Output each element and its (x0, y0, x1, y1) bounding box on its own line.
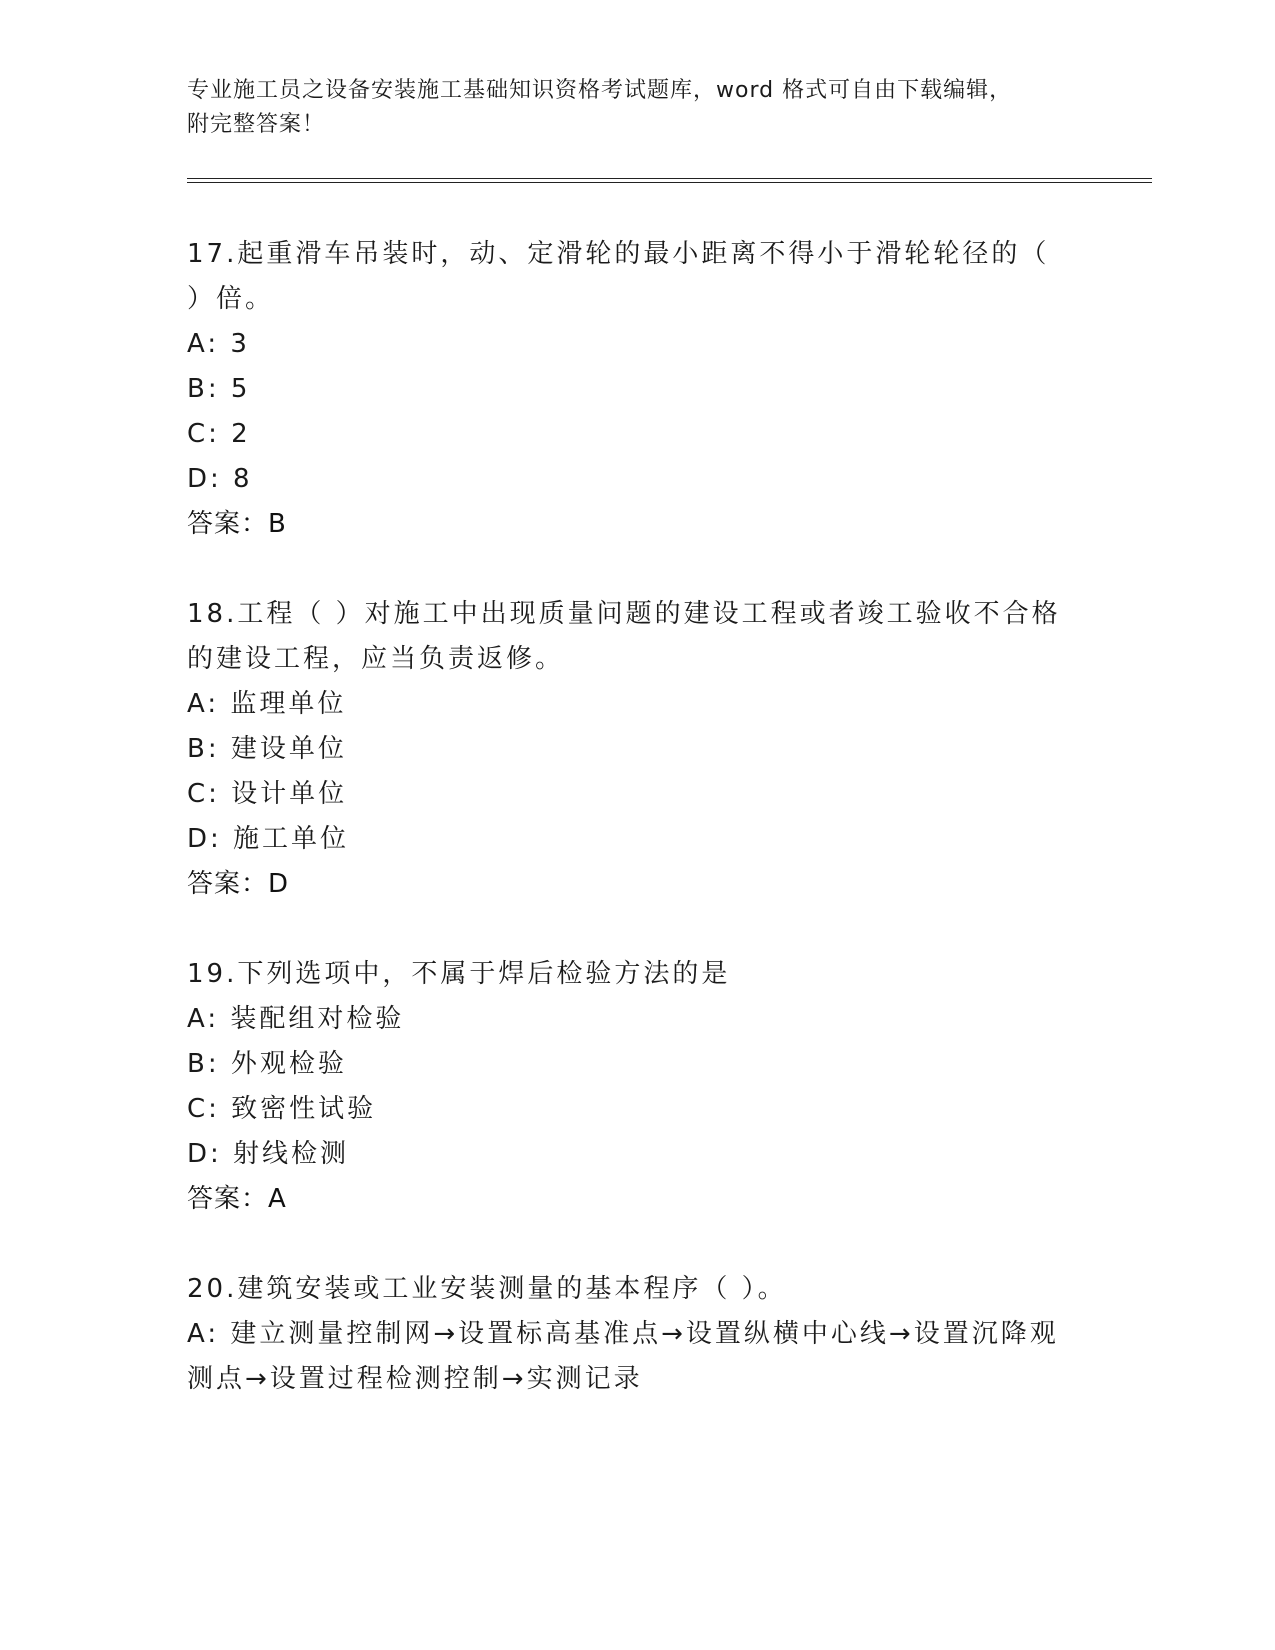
option-a: A: 建立测量控制网→设置标高基准点→设置纵横中心线→设置沉降观 (187, 1319, 1059, 1349)
header-divider (187, 178, 1152, 183)
question-20 (187, 1267, 1087, 1402)
option-a: A: 装配组对检验 (187, 1004, 405, 1034)
option-c: C: 设计单位 (187, 779, 348, 809)
question-stem: 17.起重滑车吊装时，动、定滑轮的最小距离不得小于滑轮轮径的（ (187, 239, 1050, 269)
question-stem: 18.工程（ ）对施工中出现质量问题的建设工程或者竣工验收不合格 (187, 599, 1061, 629)
option-d: D: 8 (187, 464, 253, 494)
option-b: B: 外观检验 (187, 1049, 347, 1079)
header-line-1: 专业施工员之设备安装施工基础知识资格考试题库，word 格式可自由下载编辑， (187, 78, 1013, 103)
option-d: D: 射线检测 (187, 1139, 350, 1169)
question-stem-continued: 的建设工程，应当负责返修。 (187, 644, 565, 674)
option-b: B: 建设单位 (187, 734, 347, 764)
header-line-2: 附完整答案！ (187, 112, 326, 137)
option-d: D: 施工单位 (187, 824, 350, 854)
question-19 (187, 952, 1087, 1222)
answer-line: 答案：A (187, 1184, 287, 1214)
question-stem: 19.下列选项中，不属于焊后检验方法的是 (187, 959, 731, 989)
answer-line: 答案：D (187, 869, 290, 899)
question-stem-continued: ）倍。 (187, 284, 275, 314)
option-c: C: 致密性试验 (187, 1094, 377, 1124)
question-18 (187, 592, 1087, 907)
option-a: A: 3 (187, 329, 250, 359)
option-a: A: 监理单位 (187, 689, 347, 719)
option-c: C: 2 (187, 419, 251, 449)
question-17 (187, 232, 1087, 547)
option-a-continued: 测点→设置过程检测控制→实测记录 (187, 1364, 643, 1394)
question-list (187, 232, 1087, 1447)
question-stem: 20.建筑安装或工业安装测量的基本程序（ ）。 (187, 1274, 787, 1304)
document-header (187, 74, 1067, 142)
option-b: B: 5 (187, 374, 251, 404)
answer-line: 答案：B (187, 509, 287, 539)
